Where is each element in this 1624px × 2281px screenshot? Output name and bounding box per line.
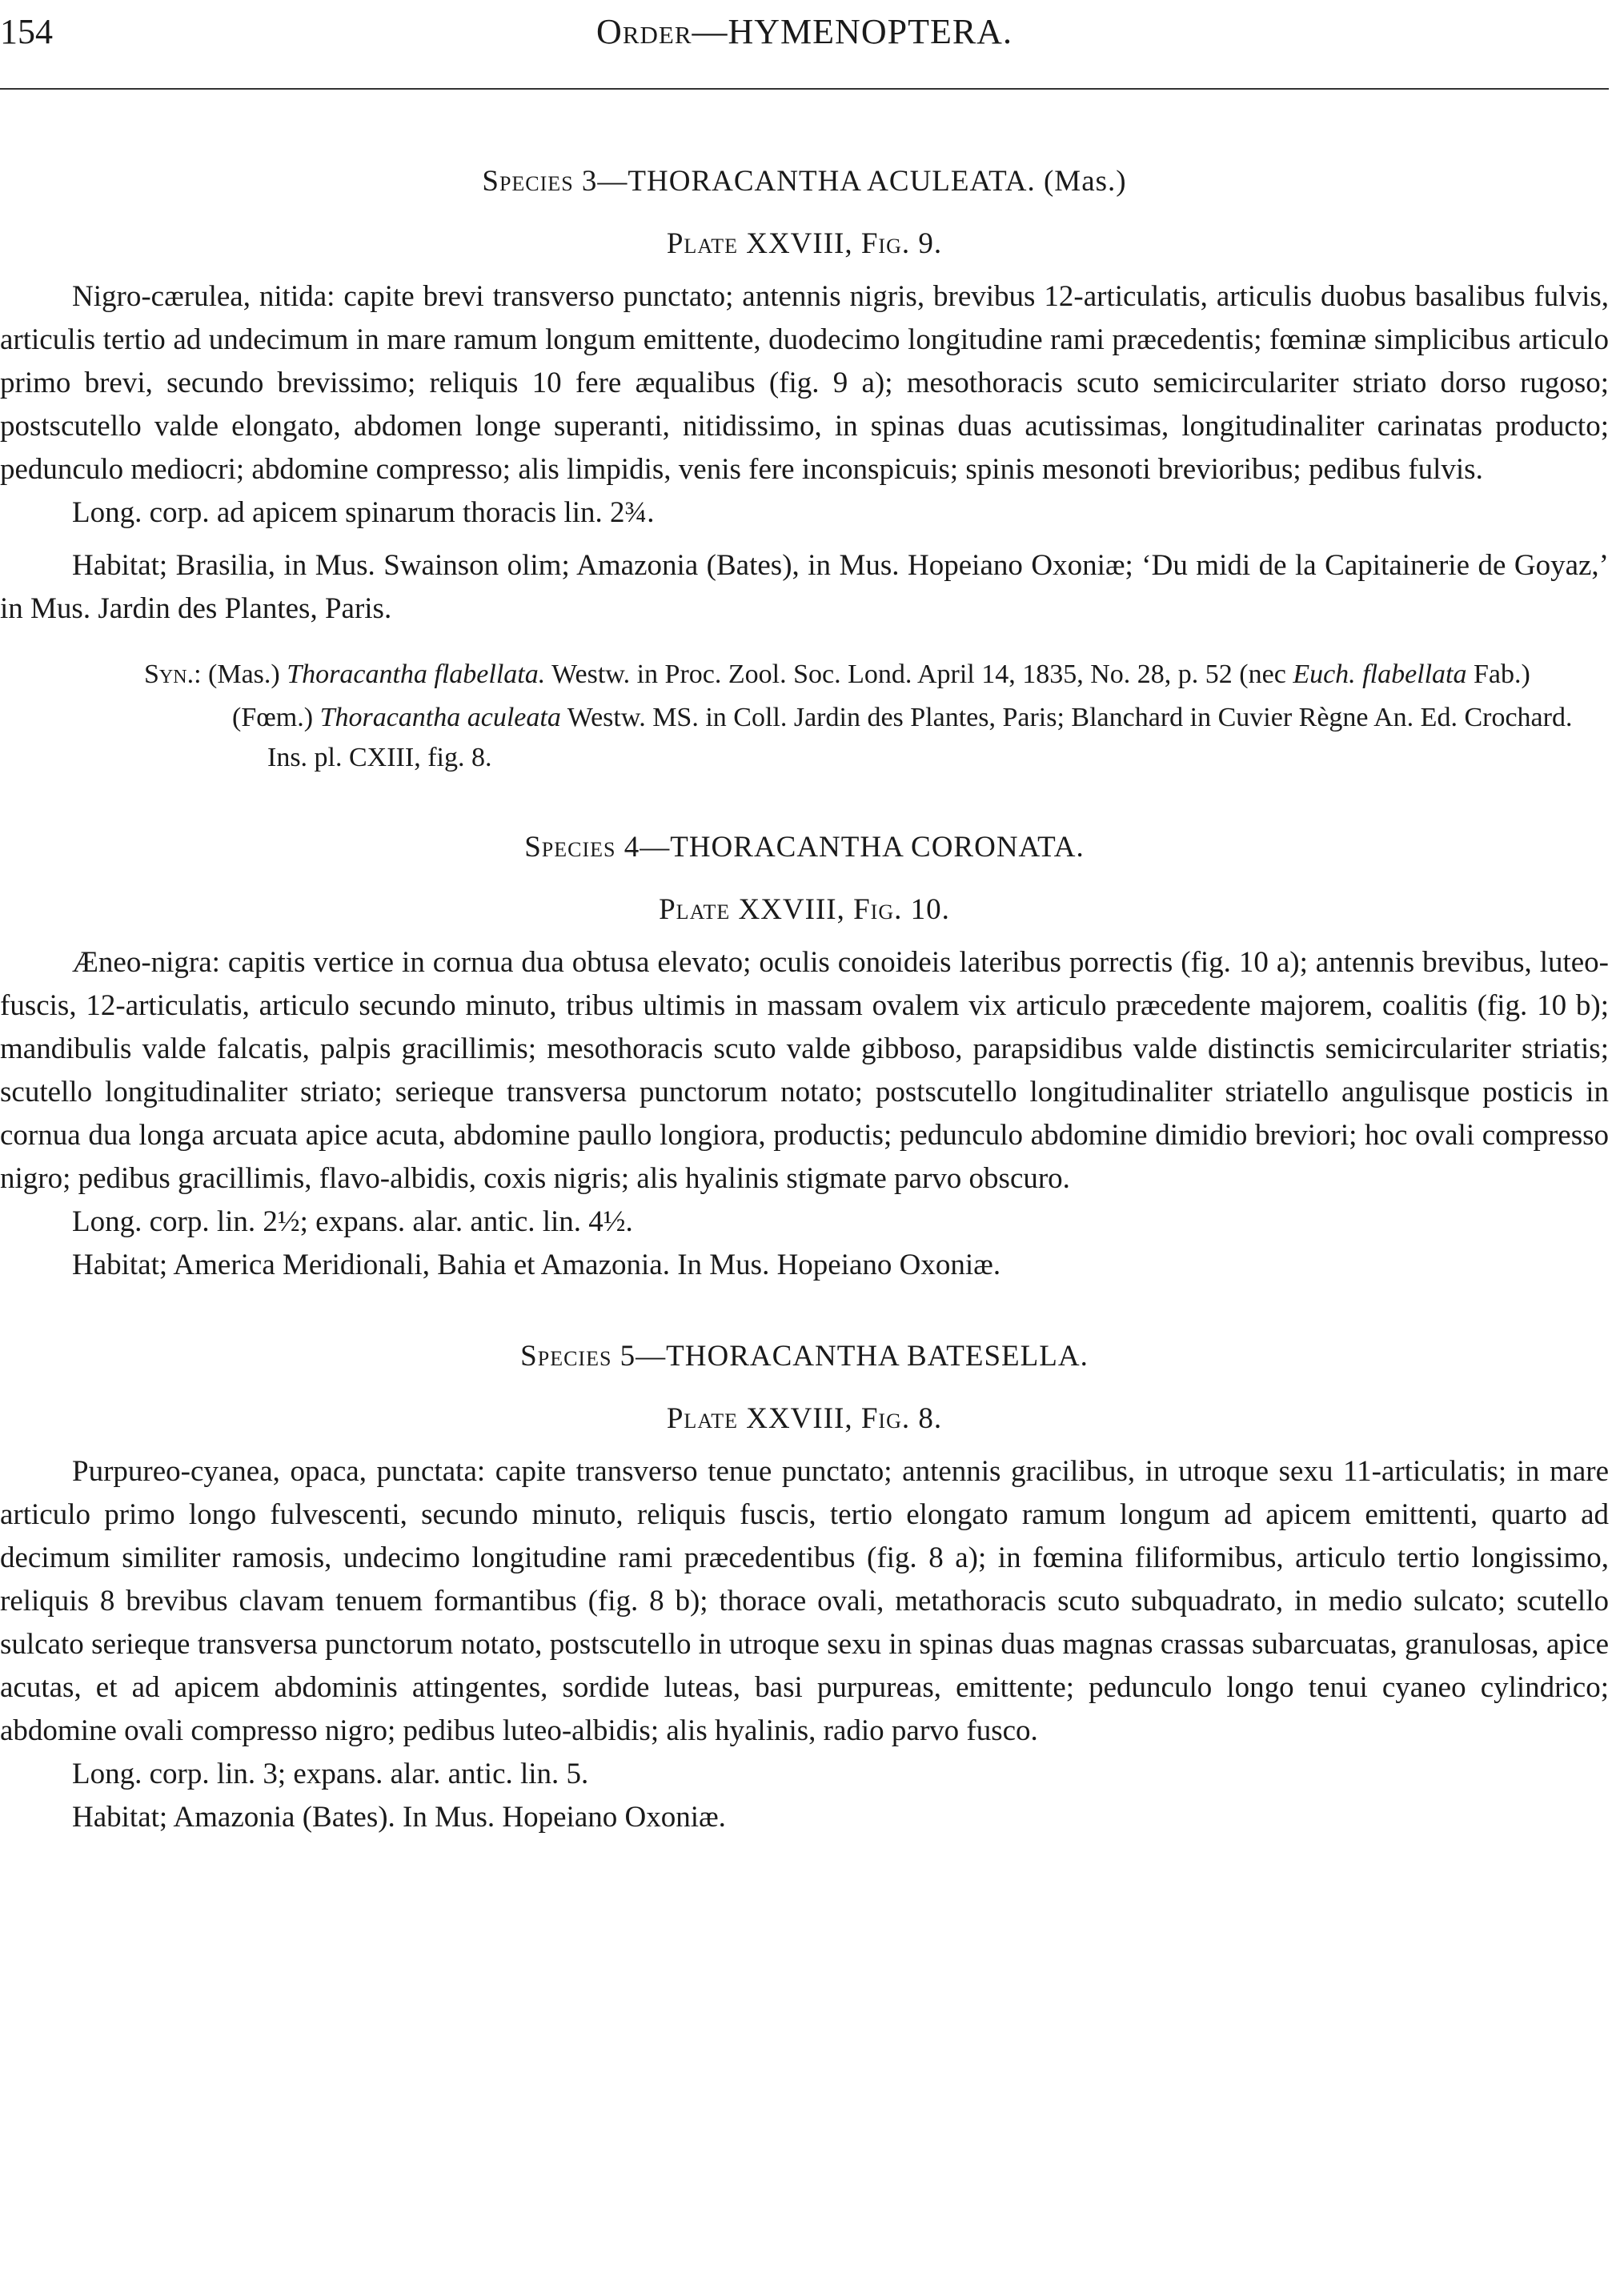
species-section-5 [0,1335,1609,1839]
plate-heading [0,888,1609,932]
plate-label: Plate [666,227,738,260]
fig-label: Fig. [853,893,903,926]
species-description: Purpureo-cyanea, opaca, punctata: capite transverso tenue punctato; antennis gracilibus, in utroque sexu 11-articulatis; in mare articulo primo longo fulvescenti, secundo minuto, reliquis fuscis, tertio elongato ramum longum ad apicem emittenti, quarto ad decimum similiter ramosis, undecimo longitudine rami præcedentibus (fig. 8 a); in fœmina filiformibus, articulo tertio longissimo, reliquis 8 brevibus clavam tenuem formantibus (fig. 8 b); thorace ovali, metathoracis scuto subquadrato, in medio sulcato; scutello sulcato serieque transversa punctorum notato, postscutello in utroque sexu in spinas duas magnas crassas subarcuatas, granulosas, apice acutas, et ad apicem abdominis attingentes, sordide luteas, basi purpureas, emittente; pedunculo longo tenui cyaneo cylindrico; abdomine ovali compresso nigro; pedibus luteo-albidis; alis hyalinis, radio parvo fusco. [0,1455,1609,1747]
species-section-4 [0,826,1609,1287]
species-description: Nigro-cærulea, nitida: capite brevi transverso punctato; antennis nigris, brevibus 12-articulatis, articulis duobus basalibus fulvis, articulis tertio ad undecimum in mare ramum longum emittente, duodecimo longitudine rami præcedentis; fœminæ simplicibus articulo primo brevi, secundo brevissimo; reliquis 10 fere æqualibus (fig. 9 a); mesothoracis scuto semicirculariter striato dorso rugoso; postscutello valde elongato, abdomen longe superanti, nitidissimo, in spinas duas acutissimas, longitudinaliter carinatas producto; pedunculo mediocri; abdomine compresso; alis limpidis, venis fere inconspicuis; spinis mesonoti brevioribus; pedibus fulvis. [0,280,1609,486]
species-habitat: Habitat; America Meridionali, Bahia et Amazonia. In Mus. Hopeiano Oxoniæ. [72,1249,1001,1281]
header-rule [0,88,1609,90]
synonymy-block [0,655,1609,778]
plate-heading [0,1397,1609,1441]
syn-label: Syn.: [144,659,202,689]
fig-label: Fig. [860,1402,911,1435]
synonym-foem [72,698,1609,778]
plate-number: XXVIII, [746,1402,853,1435]
species-label: Species [520,1340,612,1373]
species-label: Species [482,165,574,198]
species-description: Æneo-nigra: capitis vertice in cornua dua obtusa elevato; oculis conoideis lateribus porrectis (fig. 10 a); antennis brevibus, luteo-fuscis, 12-articulatis, articulo secundo minuto, tribus ultimis in massam ovalem vix articulo præcedente majorem, coalitis (fig. 10 b); mandibulis valde falcatis, palpis gracillimis; mesothoracis scuto valde gibboso, parapsidibus valde distinctis semicirculariter striatis; scutello longitudinaliter striato; serieque transversa punctorum notato; postscutello longitudinaliter striatello angulisque posticis in cornua dua longa arcuata apice acuta, abdomine paullo longiora, productis; pedunculo abdomine dimidio breviori; hoc ovali compresso nigro; pedibus gracillimis, flavo-albidis, coxis nigris; alis hyalinis stigmate parvo obscuro. [0,946,1609,1195]
species-title: 3—THORACANTHA ACULEATA. (Mas.) [581,165,1127,198]
syn-mas-ref: Westw. in Proc. Zool. Soc. Lond. April 14, 1835, No. 28, p. 52 (nec [551,659,1286,689]
species-title: 4—THORACANTHA CORONATA. [624,831,1085,864]
page-content [0,128,1609,1839]
plate-number: XXVIII, [738,893,845,926]
plate-label: Plate [666,1402,738,1435]
species-section-3 [0,160,1609,778]
running-head [0,8,1609,56]
species-measure: Long. corp. ad apicem spinarum thoracis lin. 2¾. [72,496,655,529]
species-measure: Long. corp. lin. 2½; expans. alar. antic. lin. 4½. [72,1205,633,1238]
syn-mas-euch: Euch. flabellata [1293,659,1467,689]
plate-number: XXVIII, [746,227,853,260]
running-head-order: Order [596,12,692,51]
species-measure: Long. corp. lin. 3; expans. alar. antic. lin. 5. [72,1758,589,1790]
species-title: 5—THORACANTHA BATESELLA. [620,1340,1089,1373]
plate-label: Plate [659,893,731,926]
species-heading [0,826,1609,869]
fig-number: 10. [910,893,950,926]
species-habitat: Habitat; Amazonia (Bates). In Mus. Hopeiano Oxoniæ. [72,1801,726,1834]
species-heading [0,160,1609,203]
synonym-mas [72,655,1609,695]
species-habitat: Habitat; Brasilia, in Mus. Swainson olim; Amazonia (Bates), in Mus. Hopeiano Oxoniæ; ‘Du midi de la Capitainerie de Goyaz,’ in Mus. Jardin des Plantes, Paris. [0,549,1609,625]
running-head-title: —HYMENOPTERA. [692,12,1012,51]
fig-number: 8. [918,1402,943,1435]
plate-heading [0,222,1609,266]
fig-label: Fig. [860,227,911,260]
syn-foem-prefix: (Fœm.) [232,703,314,732]
syn-foem-ref: Westw. MS. in Coll. Jardin des Plantes, Paris; Blanchard in Cuvier Règne An. Ed. Crochard. Ins. pl. CXIII, fig. 8. [267,703,1573,772]
syn-mas-name: Thoracantha flabellata. [287,659,546,689]
page-number: 154 [0,12,53,51]
species-heading [0,1335,1609,1378]
syn-foem-name: Thoracantha aculeata [319,703,561,732]
fig-number: 9. [918,227,943,260]
page-header [0,8,1609,56]
syn-mas-prefix: (Mas.) [208,659,280,689]
syn-mas-end: Fab.) [1474,659,1530,689]
species-label: Species [524,831,616,864]
